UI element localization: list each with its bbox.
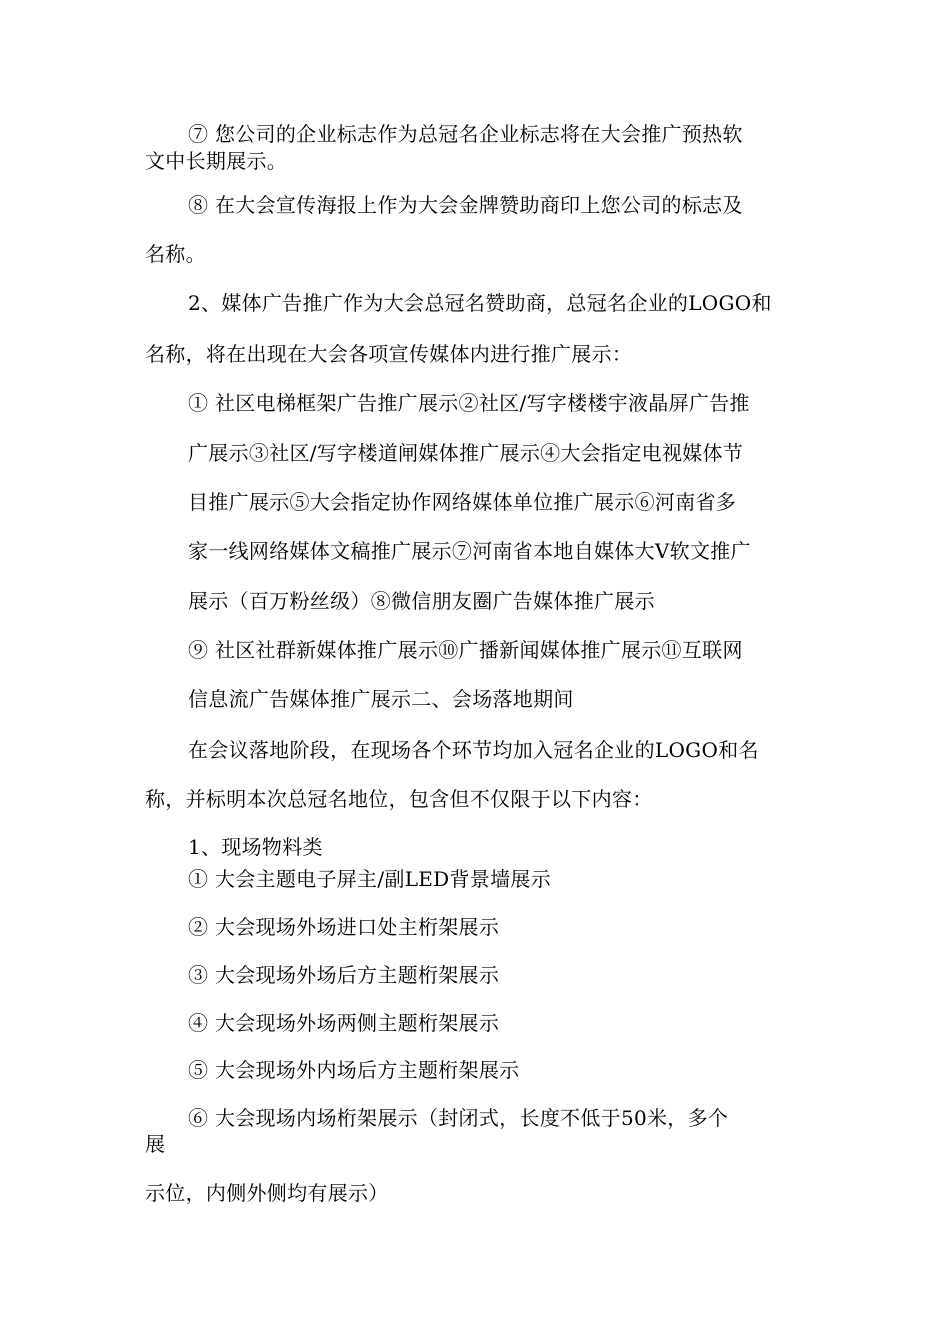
- text-line: ⑧ 在大会宣传海报上作为大会金牌赞助商印上您公司的标志及: [188, 193, 743, 217]
- text-line: 信息流广告媒体推广展示二、会场落地期间: [188, 687, 574, 711]
- text-line: ① 社区电梯框架广告推广展示②社区/写字楼楼宇液晶屏广告推: [188, 391, 750, 415]
- text-line: ② 大会现场外场进口处主桁架展示: [188, 915, 500, 939]
- text-line: 名称，将在出现在大会各项宣传媒体内进行推广展示：: [145, 342, 633, 366]
- text-line: 广展示③社区/写字楼道闸媒体推广展示④大会指定电视媒体节: [188, 441, 744, 465]
- text-line: ⑨ 社区社群新媒体推广展示⑩广播新闻媒体推广展示⑪互联网: [188, 638, 743, 662]
- text-line: ⑦ 您公司的企业标志作为总冠名企业标志将在大会推广预热软: [188, 122, 743, 146]
- text-line: 2、媒体广告推广作为大会总冠名赞助商，总冠名企业的LOGO和: [188, 291, 772, 315]
- text-line: 目推广展示⑤大会指定协作网络媒体单位推广展示⑥河南省多: [188, 490, 737, 514]
- text-line: ① 大会主题电子屏主/副LED背景墙展示: [188, 867, 552, 891]
- text-line: 1、现场物料类: [188, 835, 323, 859]
- text-line: ③ 大会现场外场后方主题桁架展示: [188, 963, 500, 987]
- text-line: ⑥ 大会现场内场桁架展示（封闭式，长度不低于50米，多个: [188, 1106, 729, 1130]
- text-line: 示位，内侧外侧均有展示）: [145, 1181, 389, 1205]
- text-line: 在会议落地阶段，在现场各个环节均加入冠名企业的LOGO和名: [188, 738, 759, 762]
- text-line: ④ 大会现场外场两侧主题桁架展示: [188, 1011, 500, 1035]
- text-line: 名称。: [145, 242, 206, 266]
- text-line: ⑤ 大会现场外内场后方主题桁架展示: [188, 1058, 520, 1082]
- text-line: 展: [145, 1132, 166, 1156]
- text-line: 展示（百万粉丝级）⑧微信朋友圈广告媒体推广展示: [188, 589, 655, 613]
- text-line: 文中长期展示。: [145, 149, 288, 173]
- text-line: 家一线网络媒体文稿推广展示⑦河南省本地自媒体大V软文推广: [188, 539, 751, 563]
- text-line: 称，并标明本次总冠名地位，包含但不仅限于以下内容：: [145, 787, 653, 811]
